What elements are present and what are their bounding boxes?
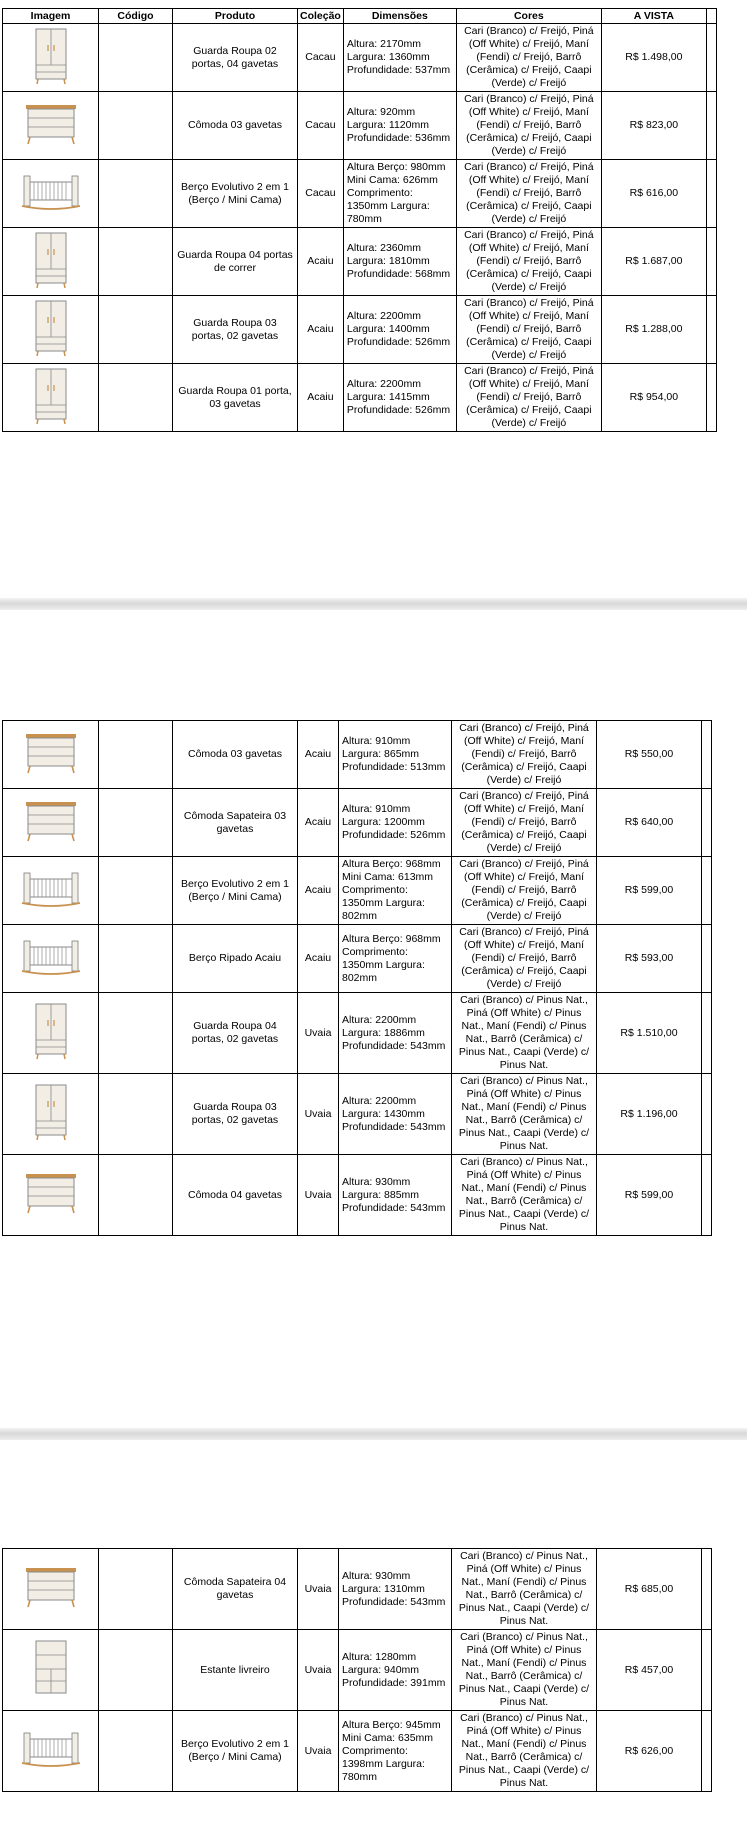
product-code-cell — [99, 789, 173, 857]
product-name: Berço Evolutivo 2 em 1 (Berço / Mini Cama) — [173, 160, 298, 228]
product-price: R$ 593,00 — [597, 925, 702, 993]
product-dimensions: Altura: 2200mm Largura: 1430mm Profundidade: 543mm — [339, 1074, 452, 1155]
product-colors: Cari (Branco) c/ Freijó, Piná (Off White) c/ Freijó, Maní (Fendi) c/ Freijó, Barrô (Cerâmica) c/ Freijó, Caapi (Verde) c/ Freijó — [456, 296, 601, 364]
product-image-cell — [3, 857, 99, 925]
dresser-icon — [6, 102, 95, 150]
product-price: R$ 954,00 — [601, 364, 706, 432]
product-name: Cômoda 03 gavetas — [173, 92, 298, 160]
product-name: Guarda Roupa 04 portas, 02 gavetas — [173, 993, 298, 1074]
product-collection: Acaiu — [298, 364, 344, 432]
table-row — [3, 160, 717, 228]
product-image-cell — [3, 296, 99, 364]
product-collection: Uvaia — [298, 1155, 339, 1236]
product-image-cell — [3, 993, 99, 1074]
product-name: Berço Ripado Acaiu — [173, 925, 298, 993]
dresser-icon — [6, 799, 95, 847]
product-code-cell — [99, 721, 173, 789]
product-collection: Acaiu — [298, 721, 339, 789]
product-collection: Acaiu — [298, 296, 344, 364]
extra-cell — [702, 1155, 712, 1236]
extra-cell — [702, 1074, 712, 1155]
header-extra — [706, 9, 716, 24]
product-price: R$ 1.498,00 — [601, 24, 706, 92]
header-a-vista: A VISTA — [601, 9, 706, 24]
product-code-cell — [99, 296, 173, 364]
crib-icon — [6, 1727, 95, 1775]
product-collection: Acaiu — [298, 789, 339, 857]
product-dimensions: Altura Berço: 980mm Mini Cama: 626mm Comprimento: 1350mm Largura: 780mm — [343, 160, 456, 228]
product-name: Cômoda 04 gavetas — [173, 1155, 298, 1236]
product-image-cell — [3, 1074, 99, 1155]
product-dimensions: Altura: 920mm Largura: 1120mm Profundidade: 536mm — [343, 92, 456, 160]
product-price: R$ 1.288,00 — [601, 296, 706, 364]
product-image-cell — [3, 92, 99, 160]
wardrobe-icon — [6, 367, 95, 429]
product-collection: Uvaia — [298, 993, 339, 1074]
product-colors: Cari (Branco) c/ Freijó, Piná (Off White) c/ Freijó, Maní (Fendi) c/ Freijó, Barrô (Cerâmica) c/ Freijó, Caapi (Verde) c/ Freijó — [452, 789, 597, 857]
table-row — [3, 857, 712, 925]
wardrobe-icon — [6, 27, 95, 89]
product-collection: Acaiu — [298, 228, 344, 296]
extra-cell — [706, 92, 716, 160]
product-code-cell — [99, 1630, 173, 1711]
table-row — [3, 789, 712, 857]
product-colors: Cari (Branco) c/ Pinus Nat., Piná (Off White) c/ Pinus Nat., Maní (Fendi) c/ Pinus Nat., Barrô (Cerâmica) c/ Pinus Nat., Caapi (Verde) c/ Pinus Nat. — [452, 1711, 597, 1792]
product-code-cell — [99, 160, 173, 228]
product-price: R$ 599,00 — [597, 857, 702, 925]
product-dimensions: Altura: 1280mm Largura: 940mm Profundidade: 391mm — [339, 1630, 452, 1711]
product-name: Berço Evolutivo 2 em 1 (Berço / Mini Cama) — [173, 857, 298, 925]
product-colors: Cari (Branco) c/ Freijó, Piná (Off White) c/ Freijó, Maní (Fendi) c/ Freijó, Barrô (Cerâmica) c/ Freijó, Caapi (Verde) c/ Freijó — [456, 364, 601, 432]
extra-cell — [702, 789, 712, 857]
product-dimensions: Altura: 930mm Largura: 885mm Profundidade: 543mm — [339, 1155, 452, 1236]
table-row — [3, 1630, 712, 1711]
product-image-cell — [3, 24, 99, 92]
bookshelf-icon — [6, 1639, 95, 1701]
catalog-page-1 — [0, 0, 747, 600]
table-row — [3, 721, 712, 789]
product-image-cell — [3, 228, 99, 296]
product-code-cell — [99, 1549, 173, 1630]
product-code-cell — [99, 925, 173, 993]
dresser-icon — [6, 731, 95, 779]
product-collection: Cacau — [298, 92, 344, 160]
product-collection: Cacau — [298, 24, 344, 92]
product-colors: Cari (Branco) c/ Freijó, Piná (Off White) c/ Freijó, Maní (Fendi) c/ Freijó, Barrô (Cerâmica) c/ Freijó, Caapi (Verde) c/ Freijó — [452, 925, 597, 993]
product-code-cell — [99, 1074, 173, 1155]
wardrobe-icon — [6, 1083, 95, 1145]
table-row — [3, 24, 717, 92]
header-cores: Cores — [456, 9, 601, 24]
product-name: Estante livreiro — [173, 1630, 298, 1711]
product-image-cell — [3, 1155, 99, 1236]
product-price: R$ 640,00 — [597, 789, 702, 857]
product-code-cell — [99, 364, 173, 432]
extra-cell — [702, 993, 712, 1074]
product-code-cell — [99, 228, 173, 296]
dresser-icon — [6, 1565, 95, 1613]
product-dimensions: Altura: 930mm Largura: 1310mm Profundidade: 543mm — [339, 1549, 452, 1630]
extra-cell — [706, 24, 716, 92]
extra-cell — [702, 721, 712, 789]
extra-cell — [706, 228, 716, 296]
product-collection: Uvaia — [298, 1711, 339, 1792]
crib-icon — [6, 867, 95, 915]
catalog-page-3 — [0, 1428, 747, 1822]
table-header-row — [3, 9, 717, 24]
product-collection: Uvaia — [298, 1074, 339, 1155]
extra-cell — [706, 296, 716, 364]
product-dimensions: Altura: 2200mm Largura: 1400mm Profundidade: 526mm — [343, 296, 456, 364]
product-price: R$ 599,00 — [597, 1155, 702, 1236]
product-dimensions: Altura: 2200mm Largura: 1415mm Profundidade: 526mm — [343, 364, 456, 432]
product-colors: Cari (Branco) c/ Freijó, Piná (Off White) c/ Freijó, Maní (Fendi) c/ Freijó, Barrô (Cerâmica) c/ Freijó, Caapi (Verde) c/ Freijó — [456, 24, 601, 92]
wardrobe-icon — [6, 1002, 95, 1064]
table-row — [3, 1074, 712, 1155]
wardrobe-icon — [6, 299, 95, 361]
table-row — [3, 228, 717, 296]
product-code-cell — [99, 1711, 173, 1792]
product-price: R$ 823,00 — [601, 92, 706, 160]
product-code-cell — [99, 92, 173, 160]
price-table — [2, 8, 717, 432]
product-collection: Acaiu — [298, 857, 339, 925]
product-name: Cômoda Sapateira 04 gavetas — [173, 1549, 298, 1630]
wardrobe-icon — [6, 231, 95, 293]
product-dimensions: Altura: 2170mm Largura: 1360mm Profundidade: 537mm — [343, 24, 456, 92]
product-collection: Acaiu — [298, 925, 339, 993]
dresser-icon — [6, 1171, 95, 1219]
product-dimensions: Altura: 910mm Largura: 865mm Profundidade: 513mm — [339, 721, 452, 789]
product-price: R$ 616,00 — [601, 160, 706, 228]
product-price: R$ 1.510,00 — [597, 993, 702, 1074]
header-dimensoes: Dimensões — [343, 9, 456, 24]
product-name: Guarda Roupa 04 portas de correr — [173, 228, 298, 296]
product-colors: Cari (Branco) c/ Pinus Nat., Piná (Off White) c/ Pinus Nat., Maní (Fendi) c/ Pinus Nat., Barrô (Cerâmica) c/ Pinus Nat., Caapi (Verde) c/ Pinus Nat. — [452, 1630, 597, 1711]
table-row — [3, 993, 712, 1074]
product-price: R$ 626,00 — [597, 1711, 702, 1792]
product-image-cell — [3, 1630, 99, 1711]
extra-cell — [706, 160, 716, 228]
header-imagem: Imagem — [3, 9, 99, 24]
table-row — [3, 1155, 712, 1236]
price-table — [2, 1548, 712, 1792]
product-code-cell — [99, 24, 173, 92]
product-colors: Cari (Branco) c/ Freijó, Piná (Off White) c/ Freijó, Maní (Fendi) c/ Freijó, Barrô (Cerâmica) c/ Freijó, Caapi (Verde) c/ Freijó — [456, 92, 601, 160]
header-colecao: Coleção — [298, 9, 344, 24]
product-price: R$ 685,00 — [597, 1549, 702, 1630]
product-image-cell — [3, 1549, 99, 1630]
product-name: Cômoda Sapateira 03 gavetas — [173, 789, 298, 857]
extra-cell — [702, 857, 712, 925]
price-table — [2, 720, 712, 1236]
product-image-cell — [3, 721, 99, 789]
product-colors: Cari (Branco) c/ Pinus Nat., Piná (Off White) c/ Pinus Nat., Maní (Fendi) c/ Pinus Nat., Barrô (Cerâmica) c/ Pinus Nat., Caapi (Verde) c/ Pinus Nat. — [452, 1155, 597, 1236]
table-row — [3, 92, 717, 160]
table-row — [3, 364, 717, 432]
table-row — [3, 925, 712, 993]
product-colors: Cari (Branco) c/ Freijó, Piná (Off White) c/ Freijó, Maní (Fendi) c/ Freijó, Barrô (Cerâmica) c/ Freijó, Caapi (Verde) c/ Freijó — [456, 228, 601, 296]
product-image-cell — [3, 789, 99, 857]
extra-cell — [702, 1630, 712, 1711]
product-colors: Cari (Branco) c/ Freijó, Piná (Off White) c/ Freijó, Maní (Fendi) c/ Freijó, Barrô (Cerâmica) c/ Freijó, Caapi (Verde) c/ Freijó — [456, 160, 601, 228]
product-colors: Cari (Branco) c/ Pinus Nat., Piná (Off White) c/ Pinus Nat., Maní (Fendi) c/ Pinus Nat., Barrô (Cerâmica) c/ Pinus Nat., Caapi (Verde) c/ Pinus Nat. — [452, 1074, 597, 1155]
catalog-page-2 — [0, 600, 747, 1428]
product-name: Cômoda 03 gavetas — [173, 721, 298, 789]
extra-cell — [702, 1549, 712, 1630]
product-code-cell — [99, 857, 173, 925]
product-colors: Cari (Branco) c/ Freijó, Piná (Off White) c/ Freijó, Maní (Fendi) c/ Freijó, Barrô (Cerâmica) c/ Freijó, Caapi (Verde) c/ Freijó — [452, 857, 597, 925]
product-collection: Uvaia — [298, 1549, 339, 1630]
table-row — [3, 296, 717, 364]
product-name: Guarda Roupa 03 portas, 02 gavetas — [173, 296, 298, 364]
product-image-cell — [3, 160, 99, 228]
product-colors: Cari (Branco) c/ Freijó, Piná (Off White) c/ Freijó, Maní (Fendi) c/ Freijó, Barrô (Cerâmica) c/ Freijó, Caapi (Verde) c/ Freijó — [452, 721, 597, 789]
product-dimensions: Altura Berço: 945mm Mini Cama: 635mm Comprimento: 1398mm Largura: 780mm — [339, 1711, 452, 1792]
table-row — [3, 1711, 712, 1792]
crib-icon — [6, 935, 95, 983]
product-image-cell — [3, 364, 99, 432]
product-price: R$ 1.196,00 — [597, 1074, 702, 1155]
product-name: Berço Evolutivo 2 em 1 (Berço / Mini Cama) — [173, 1711, 298, 1792]
product-dimensions: Altura: 2360mm Largura: 1810mm Profundidade: 568mm — [343, 228, 456, 296]
product-name: Guarda Roupa 02 portas, 04 gavetas — [173, 24, 298, 92]
product-image-cell — [3, 1711, 99, 1792]
product-dimensions: Altura: 910mm Largura: 1200mm Profundidade: 526mm — [339, 789, 452, 857]
product-dimensions: Altura: 2200mm Largura: 1886mm Profundidade: 543mm — [339, 993, 452, 1074]
product-colors: Cari (Branco) c/ Pinus Nat., Piná (Off White) c/ Pinus Nat., Maní (Fendi) c/ Pinus Nat., Barrô (Cerâmica) c/ Pinus Nat., Caapi (Verde) c/ Pinus Nat. — [452, 993, 597, 1074]
extra-cell — [702, 925, 712, 993]
product-dimensions: Altura Berço: 968mm Comprimento: 1350mm Largura: 802mm — [339, 925, 452, 993]
header-produto: Produto — [173, 9, 298, 24]
product-dimensions: Altura Berço: 968mm Mini Cama: 613mm Comprimento: 1350mm Largura: 802mm — [339, 857, 452, 925]
product-colors: Cari (Branco) c/ Pinus Nat., Piná (Off White) c/ Pinus Nat., Maní (Fendi) c/ Pinus Nat., Barrô (Cerâmica) c/ Pinus Nat., Caapi (Verde) c/ Pinus Nat. — [452, 1549, 597, 1630]
product-price: R$ 550,00 — [597, 721, 702, 789]
product-code-cell — [99, 1155, 173, 1236]
crib-icon — [6, 170, 95, 218]
product-code-cell — [99, 993, 173, 1074]
product-image-cell — [3, 925, 99, 993]
table-row — [3, 1549, 712, 1630]
extra-cell — [702, 1711, 712, 1792]
product-name: Guarda Roupa 01 porta, 03 gavetas — [173, 364, 298, 432]
extra-cell — [706, 364, 716, 432]
product-collection: Uvaia — [298, 1630, 339, 1711]
product-price: R$ 457,00 — [597, 1630, 702, 1711]
product-collection: Cacau — [298, 160, 344, 228]
product-name: Guarda Roupa 03 portas, 02 gavetas — [173, 1074, 298, 1155]
header-codigo: Código — [99, 9, 173, 24]
product-price: R$ 1.687,00 — [601, 228, 706, 296]
